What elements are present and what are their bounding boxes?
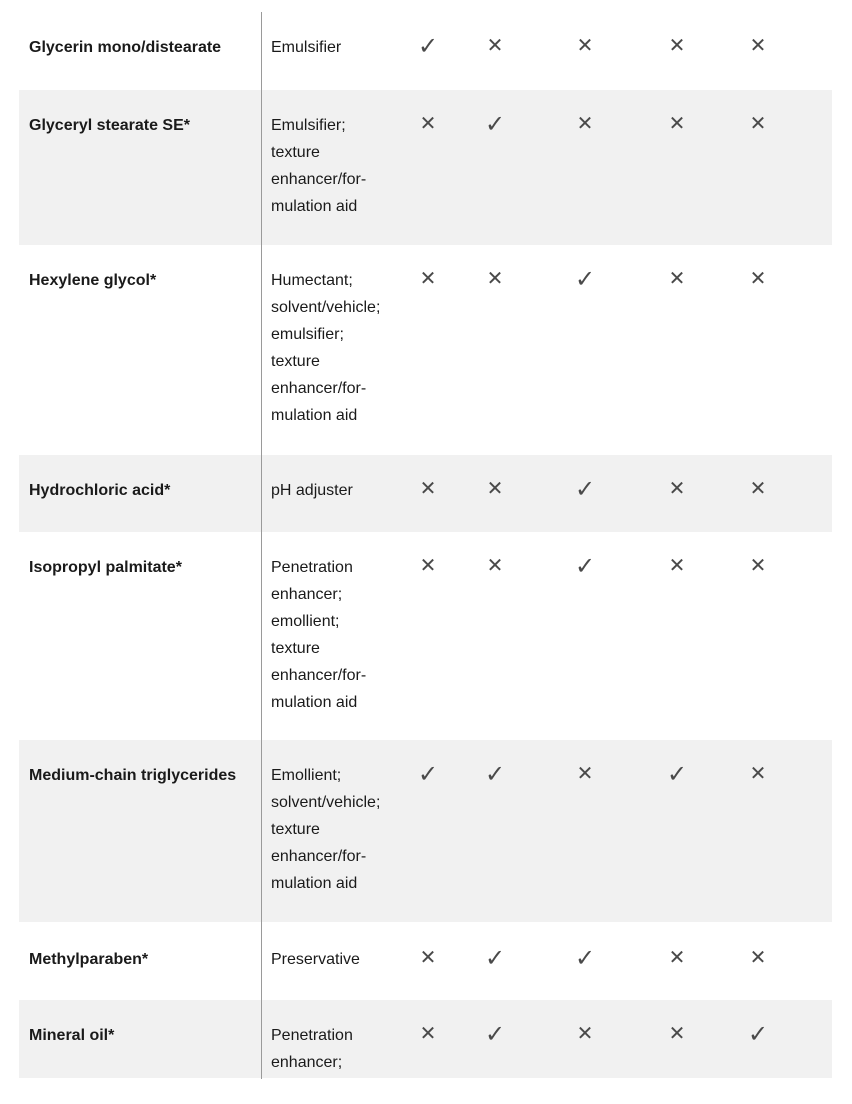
ingredient-name: Mineral oil* (29, 1027, 115, 1044)
cross-icon: ✕ (486, 478, 504, 500)
function-line: mulation aid (271, 694, 358, 711)
cross-icon: ✕ (419, 947, 437, 969)
function-line: enhancer/for- (271, 380, 367, 397)
function-line: enhancer; (271, 1054, 343, 1071)
function-line: texture (271, 640, 320, 657)
cross-icon: ✕ (486, 268, 504, 290)
column-divider (261, 12, 262, 1079)
cross-icon: ✕ (576, 1023, 594, 1045)
cross-icon: ✕ (419, 113, 437, 135)
check-icon: ✓ (417, 761, 439, 788)
ingredient-name: Hydrochloric acid* (29, 482, 171, 499)
ingredient-function (271, 267, 411, 429)
cross-icon: ✕ (749, 763, 767, 785)
table-row (19, 455, 832, 532)
ingredient-function (271, 1022, 411, 1076)
cross-icon: ✕ (668, 268, 686, 290)
check-icon: ✓ (484, 1021, 506, 1048)
cross-icon: ✕ (576, 113, 594, 135)
cross-icon: ✕ (419, 555, 437, 577)
ingredient-name: Glyceryl stearate SE* (29, 117, 190, 134)
function-line: Penetration (271, 559, 353, 576)
cross-icon: ✕ (668, 947, 686, 969)
ingredient-name: Isopropyl palmitate* (29, 559, 182, 576)
table-row (19, 740, 832, 922)
function-line: pH adjuster (271, 482, 353, 499)
cross-icon: ✕ (668, 35, 686, 57)
check-icon: ✓ (574, 266, 596, 293)
ingredient-function (271, 34, 411, 61)
function-line: Emulsifier; (271, 117, 346, 134)
ingredient-name: Hexylene glycol* (29, 272, 157, 289)
function-line: solvent/vehicle; (271, 794, 381, 811)
function-line: enhancer/for- (271, 848, 367, 865)
cross-icon: ✕ (419, 1023, 437, 1045)
ingredient-function (271, 762, 411, 897)
check-icon: ✓ (747, 1021, 769, 1048)
function-line: mulation aid (271, 198, 358, 215)
cross-icon: ✕ (749, 268, 767, 290)
function-line: mulation aid (271, 407, 358, 424)
check-icon: ✓ (484, 111, 506, 138)
ingredient-name: Medium-chain triglycerides (29, 767, 237, 784)
cross-icon: ✕ (749, 555, 767, 577)
check-icon: ✓ (574, 945, 596, 972)
cross-icon: ✕ (749, 113, 767, 135)
ingredient-name: Methylparaben* (29, 951, 149, 968)
function-line: Penetration (271, 1027, 353, 1044)
function-line: solvent/vehicle; (271, 299, 381, 316)
cross-icon: ✕ (486, 35, 504, 57)
check-icon: ✓ (484, 945, 506, 972)
ingredient-function (271, 554, 411, 716)
cross-icon: ✕ (668, 555, 686, 577)
cross-icon: ✕ (668, 1023, 686, 1045)
table-row (19, 12, 832, 90)
check-icon: ✓ (574, 553, 596, 580)
cross-icon: ✕ (749, 947, 767, 969)
function-line: Preservative (271, 951, 360, 968)
table-row (19, 245, 832, 455)
cross-icon: ✕ (749, 478, 767, 500)
cross-icon: ✕ (576, 763, 594, 785)
function-line: mulation aid (271, 875, 358, 892)
table-row (19, 90, 832, 245)
function-line: emulsifier; (271, 326, 344, 343)
cross-icon: ✕ (486, 555, 504, 577)
check-icon: ✓ (666, 761, 688, 788)
cross-icon: ✕ (419, 478, 437, 500)
check-icon: ✓ (484, 761, 506, 788)
cross-icon: ✕ (419, 268, 437, 290)
ingredient-function (271, 946, 411, 973)
ingredient-function (271, 112, 411, 220)
cross-icon: ✕ (668, 113, 686, 135)
function-line: enhancer; (271, 586, 343, 603)
table-row (19, 922, 832, 1000)
check-icon: ✓ (417, 33, 439, 60)
function-line: emollient; (271, 613, 340, 630)
cross-icon: ✕ (749, 35, 767, 57)
function-line: Emulsifier (271, 39, 342, 56)
check-icon: ✓ (574, 476, 596, 503)
function-line: enhancer/for- (271, 171, 367, 188)
ingredient-function (271, 477, 411, 504)
ingredient-name: Glycerin mono/distearate (29, 39, 222, 56)
table-row (19, 1000, 832, 1078)
function-line: texture (271, 821, 320, 838)
table-row (19, 532, 832, 740)
function-line: enhancer/for- (271, 667, 367, 684)
function-line: texture (271, 353, 320, 370)
function-line: Humectant; (271, 272, 353, 289)
function-line: texture (271, 144, 320, 161)
cross-icon: ✕ (576, 35, 594, 57)
function-line: Emollient; (271, 767, 342, 784)
cross-icon: ✕ (668, 478, 686, 500)
